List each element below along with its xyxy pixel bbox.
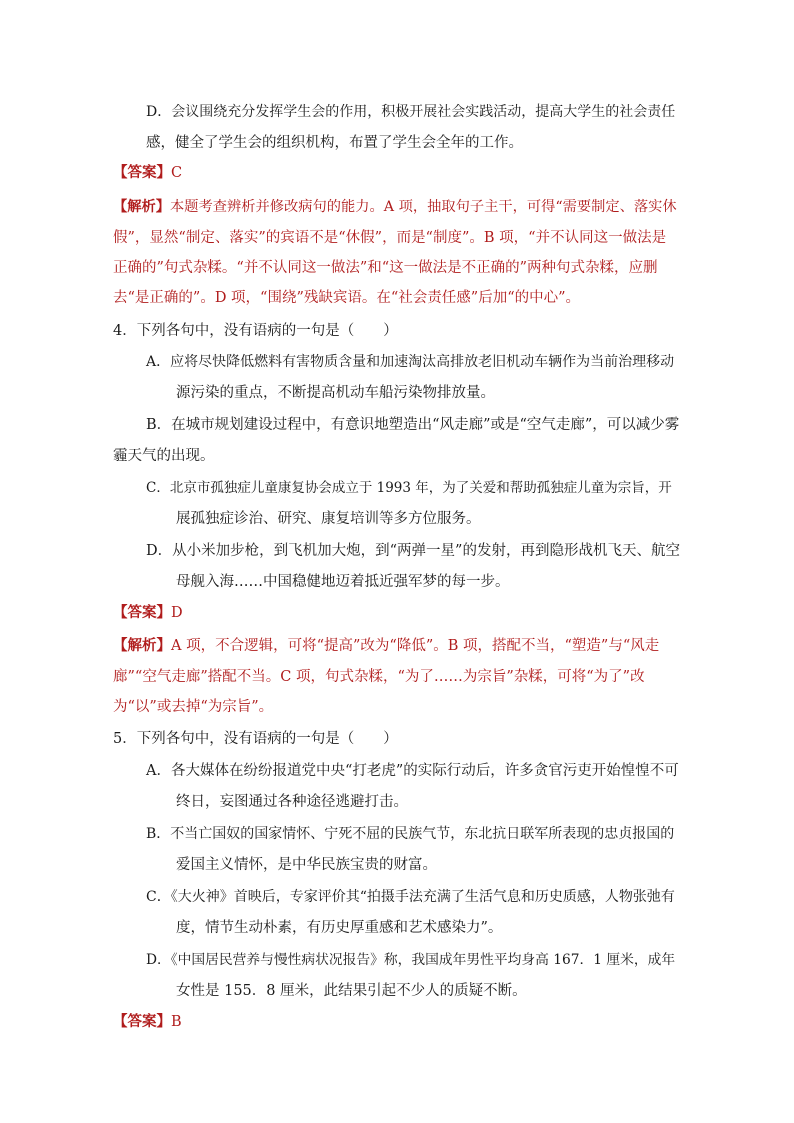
q4-option-c-line2: 展孤独症诊治、研究、康复培训等多方位服务。 — [176, 511, 481, 527]
q4-option-b-line1: B．在城市规划建设过程中，有意识地塑造出“风走廊”或是“空气走廊”，可以减少雾 — [146, 417, 680, 433]
answer-value: B — [171, 1014, 182, 1030]
q4-option-a-line2: 源污染的重点，不断提高机动车船污染物排放量。 — [176, 385, 495, 401]
q5-option-b-line2: 爱国主义情怀，是中华民族宝贵的财富。 — [176, 857, 437, 873]
q4-stem: 4．下列各句中，没有语病的一句是（ ） — [113, 323, 398, 339]
q4-answer — [113, 603, 183, 625]
q5-answer — [113, 1012, 182, 1034]
answer-value: C — [171, 165, 183, 181]
answer-tag: 【答案】 — [113, 1013, 171, 1030]
q4-option-b-line2: 霾天气的出现。 — [113, 448, 215, 464]
q4-analysis-line3: 为“以”或去掉“为宗旨”。 — [113, 699, 274, 715]
q5-option-d-line2: 女性是 155．8 厘米，此结果引起不少人的质疑不断。 — [176, 983, 527, 999]
q5-stem: 5．下列各句中，没有语病的一句是（ ） — [113, 731, 398, 747]
answer-tag: 【答案】 — [113, 164, 171, 181]
q3-analysis-line3: 正确的”句式杂糅。“并不认同这一做法”和“这一做法是不正确的”两种句式杂糅，应删 — [113, 260, 658, 276]
q3-answer — [113, 163, 182, 185]
answer-tag: 【答案】 — [113, 604, 171, 621]
analysis-text: A 项，不合逻辑，可将“提高”改为“降低”。B 项，搭配不当，“塑造”与“风走 — [171, 638, 660, 654]
q4-analysis-line2: 廊”“空气走廊”搭配不当。C 项，句式杂糅，“为了……为宗旨”杂糅，可将“为了”改 — [113, 669, 645, 685]
q4-option-a-line1: A．应将尽快降低燃料有害物质含量和加速淘汰高排放老旧机动车辆作为当前治理移动 — [146, 354, 675, 370]
q5-option-a-line2: 终日，妄图通过各种途径逃避打击。 — [176, 794, 408, 810]
q5-option-c-line2: 度，情节生动朴素，有历史厚重感和艺术感染力”。 — [176, 920, 503, 936]
analysis-text: 本题考查辨析并修改病句的能力。A 项，抽取句子主干，可得“需要制定、落实休 — [170, 199, 677, 215]
q4-option-d-line2: 母舰入海……中国稳健地迈着抵近强军梦的每一步。 — [176, 574, 510, 590]
q4-analysis-line1 — [113, 636, 659, 658]
q3-analysis-line4: 去“是正确的”。D 项，“围绕”残缺宾语。在“社会责任感”后加“的中心”。 — [113, 290, 581, 306]
q5-option-c-line1: C．《大火神》首映后，专家评价其“拍摄手法充满了生活气息和历史质感，人物张弛有 — [146, 889, 675, 905]
q4-option-d-line1: D．从小米加步枪，到飞机加大炮，到“两弹一星”的发射，再到隐形战机飞天、航空 — [146, 543, 680, 559]
answer-value: D — [171, 605, 183, 621]
q5-option-d-line1: D．《中国居民营养与慢性病状况报告》称，我国成年男性平均身高 167．1 厘米，成年 — [146, 952, 676, 968]
analysis-tag: 【解析】 — [113, 199, 171, 215]
q3-option-d-line2: 感，健全了学生会的组织机构，布置了学生会全年的工作。 — [146, 135, 523, 151]
analysis-tag: 【解析】 — [113, 637, 171, 654]
q5-option-b-line1: B．不当亡国奴的国家情怀、宁死不屈的民族气节，东北抗日联军所表现的忠贞报国的 — [146, 826, 675, 842]
q4-option-c-line1: C．北京市孤独症儿童康复协会成立于 1993 年，为了关爱和帮助孤独症儿童为宗旨，开 — [146, 480, 672, 496]
q3-analysis-line1 — [113, 197, 677, 219]
q5-option-a-line1: A．各大媒体在纷纷报道党中央“打老虎”的实际行动后，许多贪官污吏开始惶惶不可 — [146, 763, 679, 779]
q3-analysis-line2: 假”，显然“制定、落实”的宾语不是“休假”，而是“制度”。B 项，“并不认同这一做法是 — [113, 230, 667, 246]
q3-option-d-line1: D．会议围绕充分发挥学生会的作用，积极开展社会实践活动，提高大学生的社会责任 — [146, 104, 676, 120]
